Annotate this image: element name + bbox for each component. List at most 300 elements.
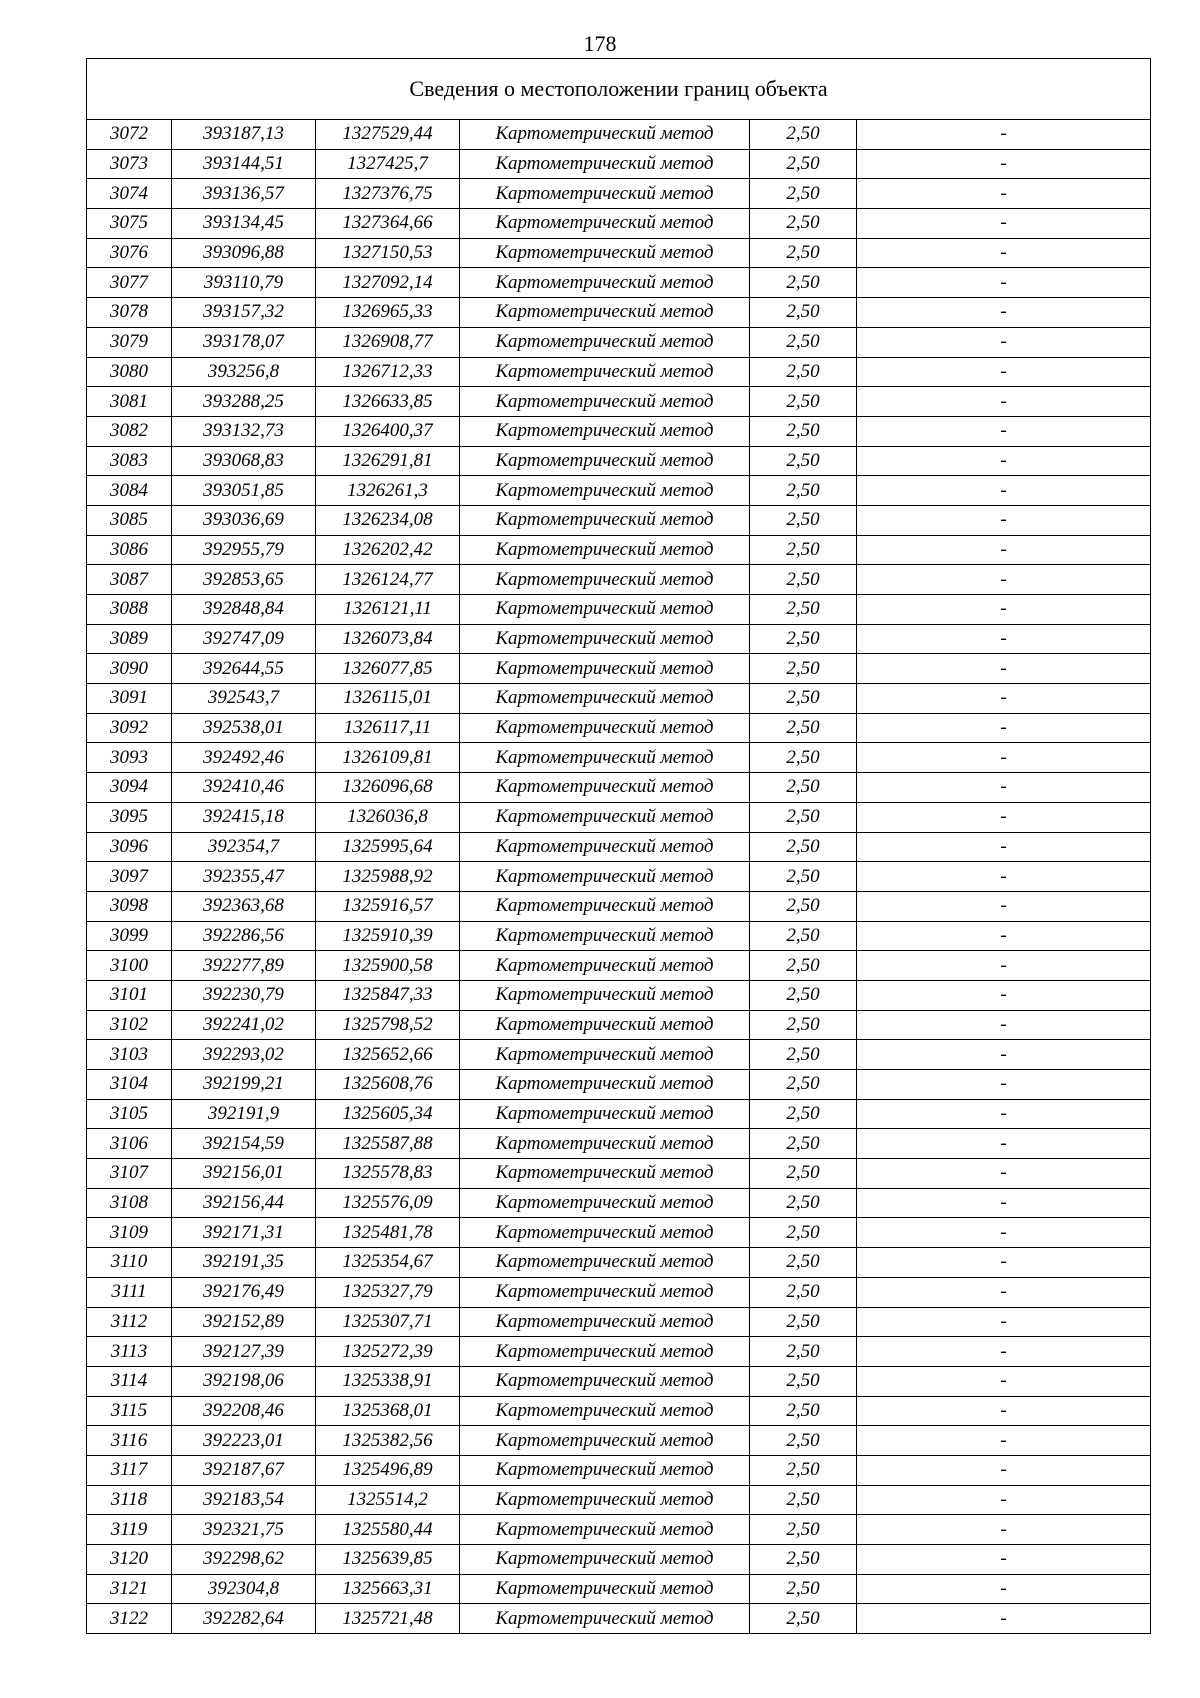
table-row (87, 951, 1151, 981)
point-number-cell: 3077 (87, 268, 172, 298)
y-coordinate-cell: 1325988,92 (316, 862, 460, 892)
table-row (87, 357, 1151, 387)
y-coordinate-cell: 1325576,09 (316, 1188, 460, 1218)
x-coordinate-cell: 392156,01 (172, 1159, 316, 1189)
y-coordinate-cell: 1326261,3 (316, 476, 460, 506)
y-coordinate-cell: 1325578,83 (316, 1159, 460, 1189)
method-cell: Картометрический метод (460, 1396, 750, 1426)
point-number-cell: 3072 (87, 120, 172, 150)
point-number-cell: 3098 (87, 891, 172, 921)
method-cell: Картометрический метод (460, 238, 750, 268)
description-cell: - (857, 1099, 1151, 1129)
accuracy-cell: 2,50 (750, 862, 857, 892)
table-row (87, 1515, 1151, 1545)
method-cell: Картометрический метод (460, 179, 750, 209)
accuracy-cell: 2,50 (750, 1010, 857, 1040)
description-cell: - (857, 1545, 1151, 1575)
method-cell: Картометрический метод (460, 1337, 750, 1367)
table-row (87, 446, 1151, 476)
point-number-cell: 3095 (87, 802, 172, 832)
x-coordinate-cell: 392355,47 (172, 862, 316, 892)
y-coordinate-cell: 1326908,77 (316, 327, 460, 357)
x-coordinate-cell: 392191,35 (172, 1248, 316, 1278)
method-cell: Картометрический метод (460, 684, 750, 714)
point-number-cell: 3073 (87, 149, 172, 179)
description-cell: - (857, 238, 1151, 268)
method-cell: Картометрический метод (460, 505, 750, 535)
y-coordinate-cell: 1325382,56 (316, 1426, 460, 1456)
x-coordinate-cell: 392241,02 (172, 1010, 316, 1040)
description-cell: - (857, 1129, 1151, 1159)
y-coordinate-cell: 1325481,78 (316, 1218, 460, 1248)
point-number-cell: 3111 (87, 1277, 172, 1307)
accuracy-cell: 2,50 (750, 565, 857, 595)
y-coordinate-cell: 1325721,48 (316, 1604, 460, 1634)
description-cell: - (857, 1366, 1151, 1396)
table-row (87, 802, 1151, 832)
accuracy-cell: 2,50 (750, 476, 857, 506)
method-cell: Картометрический метод (460, 327, 750, 357)
description-cell: - (857, 684, 1151, 714)
point-number-cell: 3102 (87, 1010, 172, 1040)
y-coordinate-cell: 1326202,42 (316, 535, 460, 565)
y-coordinate-cell: 1326117,11 (316, 713, 460, 743)
method-cell: Картометрический метод (460, 1545, 750, 1575)
y-coordinate-cell: 1326077,85 (316, 654, 460, 684)
x-coordinate-cell: 392304,8 (172, 1574, 316, 1604)
table-row (87, 535, 1151, 565)
accuracy-cell: 2,50 (750, 654, 857, 684)
y-coordinate-cell: 1326036,8 (316, 802, 460, 832)
accuracy-cell: 2,50 (750, 1040, 857, 1070)
x-coordinate-cell: 392955,79 (172, 535, 316, 565)
x-coordinate-cell: 393178,07 (172, 327, 316, 357)
method-cell: Картометрический метод (460, 832, 750, 862)
x-coordinate-cell: 393110,79 (172, 268, 316, 298)
x-coordinate-cell: 392183,54 (172, 1485, 316, 1515)
point-number-cell: 3115 (87, 1396, 172, 1426)
method-cell: Картометрический метод (460, 1485, 750, 1515)
point-number-cell: 3119 (87, 1515, 172, 1545)
table-title: Сведения о местоположении границ объекта (87, 59, 1151, 120)
table-row (87, 980, 1151, 1010)
table-row (87, 862, 1151, 892)
y-coordinate-cell: 1325514,2 (316, 1485, 460, 1515)
point-number-cell: 3110 (87, 1248, 172, 1278)
x-coordinate-cell: 392853,65 (172, 565, 316, 595)
description-cell: - (857, 802, 1151, 832)
table-row (87, 565, 1151, 595)
description-cell: - (857, 1040, 1151, 1070)
method-cell: Картометрический метод (460, 476, 750, 506)
table-row (87, 1218, 1151, 1248)
description-cell: - (857, 1455, 1151, 1485)
point-number-cell: 3117 (87, 1455, 172, 1485)
x-coordinate-cell: 393157,32 (172, 298, 316, 328)
point-number-cell: 3089 (87, 624, 172, 654)
table-body (87, 59, 1151, 1634)
description-cell: - (857, 1574, 1151, 1604)
accuracy-cell: 2,50 (750, 298, 857, 328)
accuracy-cell: 2,50 (750, 1515, 857, 1545)
description-cell: - (857, 1188, 1151, 1218)
table-row (87, 1545, 1151, 1575)
method-cell: Картометрический метод (460, 1307, 750, 1337)
point-number-cell: 3116 (87, 1426, 172, 1456)
description-cell: - (857, 654, 1151, 684)
description-cell: - (857, 387, 1151, 417)
description-cell: - (857, 357, 1151, 387)
x-coordinate-cell: 393036,69 (172, 505, 316, 535)
y-coordinate-cell: 1327376,75 (316, 179, 460, 209)
table-row (87, 1248, 1151, 1278)
accuracy-cell: 2,50 (750, 1159, 857, 1189)
table-row (87, 1574, 1151, 1604)
y-coordinate-cell: 1325496,89 (316, 1455, 460, 1485)
table-row (87, 595, 1151, 625)
table-row (87, 1455, 1151, 1485)
method-cell: Картометрический метод (460, 535, 750, 565)
table-row (87, 1396, 1151, 1426)
point-number-cell: 3122 (87, 1604, 172, 1634)
accuracy-cell: 2,50 (750, 1070, 857, 1100)
point-number-cell: 3085 (87, 505, 172, 535)
description-cell: - (857, 1396, 1151, 1426)
accuracy-cell: 2,50 (750, 1604, 857, 1634)
table-row (87, 505, 1151, 535)
description-cell: - (857, 1277, 1151, 1307)
table-row (87, 1129, 1151, 1159)
y-coordinate-cell: 1325652,66 (316, 1040, 460, 1070)
point-number-cell: 3076 (87, 238, 172, 268)
description-cell: - (857, 179, 1151, 209)
description-cell: - (857, 298, 1151, 328)
description-cell: - (857, 921, 1151, 951)
table-row (87, 1307, 1151, 1337)
point-number-cell: 3112 (87, 1307, 172, 1337)
y-coordinate-cell: 1326234,08 (316, 505, 460, 535)
y-coordinate-cell: 1325798,52 (316, 1010, 460, 1040)
y-coordinate-cell: 1325900,58 (316, 951, 460, 981)
y-coordinate-cell: 1325580,44 (316, 1515, 460, 1545)
x-coordinate-cell: 392282,64 (172, 1604, 316, 1634)
x-coordinate-cell: 392154,59 (172, 1129, 316, 1159)
point-number-cell: 3114 (87, 1366, 172, 1396)
x-coordinate-cell: 392644,55 (172, 654, 316, 684)
method-cell: Картометрический метод (460, 862, 750, 892)
description-cell: - (857, 773, 1151, 803)
method-cell: Картометрический метод (460, 1218, 750, 1248)
table-row (87, 1604, 1151, 1634)
accuracy-cell: 2,50 (750, 505, 857, 535)
x-coordinate-cell: 392223,01 (172, 1426, 316, 1456)
description-cell: - (857, 446, 1151, 476)
accuracy-cell: 2,50 (750, 179, 857, 209)
x-coordinate-cell: 392321,75 (172, 1515, 316, 1545)
x-coordinate-cell: 392747,09 (172, 624, 316, 654)
y-coordinate-cell: 1325847,33 (316, 980, 460, 1010)
x-coordinate-cell: 392410,46 (172, 773, 316, 803)
y-coordinate-cell: 1325272,39 (316, 1337, 460, 1367)
x-coordinate-cell: 392354,7 (172, 832, 316, 862)
y-coordinate-cell: 1326633,85 (316, 387, 460, 417)
table-row (87, 476, 1151, 506)
description-cell: - (857, 1604, 1151, 1634)
table-row (87, 1040, 1151, 1070)
point-number-cell: 3092 (87, 713, 172, 743)
method-cell: Картометрический метод (460, 1455, 750, 1485)
table-row (87, 149, 1151, 179)
description-cell: - (857, 1426, 1151, 1456)
method-cell: Картометрический метод (460, 268, 750, 298)
y-coordinate-cell: 1326400,37 (316, 416, 460, 446)
point-number-cell: 3084 (87, 476, 172, 506)
y-coordinate-cell: 1325587,88 (316, 1129, 460, 1159)
point-number-cell: 3082 (87, 416, 172, 446)
table-row (87, 921, 1151, 951)
table-row (87, 238, 1151, 268)
method-cell: Картометрический метод (460, 891, 750, 921)
x-coordinate-cell: 392176,49 (172, 1277, 316, 1307)
y-coordinate-cell: 1326291,81 (316, 446, 460, 476)
method-cell: Картометрический метод (460, 713, 750, 743)
y-coordinate-cell: 1325995,64 (316, 832, 460, 862)
y-coordinate-cell: 1326073,84 (316, 624, 460, 654)
description-cell: - (857, 535, 1151, 565)
description-cell: - (857, 1515, 1151, 1545)
y-coordinate-cell: 1326712,33 (316, 357, 460, 387)
x-coordinate-cell: 392277,89 (172, 951, 316, 981)
table-row (87, 1099, 1151, 1129)
accuracy-cell: 2,50 (750, 535, 857, 565)
accuracy-cell: 2,50 (750, 980, 857, 1010)
table-row (87, 1188, 1151, 1218)
description-cell: - (857, 1159, 1151, 1189)
x-coordinate-cell: 393256,8 (172, 357, 316, 387)
x-coordinate-cell: 392208,46 (172, 1396, 316, 1426)
accuracy-cell: 2,50 (750, 802, 857, 832)
x-coordinate-cell: 392171,31 (172, 1218, 316, 1248)
accuracy-cell: 2,50 (750, 327, 857, 357)
accuracy-cell: 2,50 (750, 1218, 857, 1248)
y-coordinate-cell: 1325307,71 (316, 1307, 460, 1337)
x-coordinate-cell: 392286,56 (172, 921, 316, 951)
table-row (87, 832, 1151, 862)
point-number-cell: 3079 (87, 327, 172, 357)
y-coordinate-cell: 1327364,66 (316, 209, 460, 239)
method-cell: Картометрический метод (460, 1574, 750, 1604)
x-coordinate-cell: 392187,67 (172, 1455, 316, 1485)
accuracy-cell: 2,50 (750, 416, 857, 446)
point-number-cell: 3075 (87, 209, 172, 239)
y-coordinate-cell: 1326109,81 (316, 743, 460, 773)
point-number-cell: 3103 (87, 1040, 172, 1070)
accuracy-cell: 2,50 (750, 1129, 857, 1159)
table-row (87, 179, 1151, 209)
method-cell: Картометрический метод (460, 1070, 750, 1100)
y-coordinate-cell: 1325327,79 (316, 1277, 460, 1307)
method-cell: Картометрический метод (460, 149, 750, 179)
description-cell: - (857, 120, 1151, 150)
point-number-cell: 3108 (87, 1188, 172, 1218)
accuracy-cell: 2,50 (750, 891, 857, 921)
table-row (87, 1426, 1151, 1456)
accuracy-cell: 2,50 (750, 773, 857, 803)
y-coordinate-cell: 1326124,77 (316, 565, 460, 595)
method-cell: Картометрический метод (460, 1604, 750, 1634)
method-cell: Картометрический метод (460, 387, 750, 417)
method-cell: Картометрический метод (460, 446, 750, 476)
point-number-cell: 3104 (87, 1070, 172, 1100)
point-number-cell: 3096 (87, 832, 172, 862)
x-coordinate-cell: 392538,01 (172, 713, 316, 743)
x-coordinate-cell: 392156,44 (172, 1188, 316, 1218)
description-cell: - (857, 832, 1151, 862)
method-cell: Картометрический метод (460, 624, 750, 654)
table-row (87, 654, 1151, 684)
description-cell: - (857, 1218, 1151, 1248)
point-number-cell: 3100 (87, 951, 172, 981)
description-cell: - (857, 713, 1151, 743)
description-cell: - (857, 595, 1151, 625)
accuracy-cell: 2,50 (750, 446, 857, 476)
table-row (87, 120, 1151, 150)
method-cell: Картометрический метод (460, 565, 750, 595)
table-title-row (87, 59, 1151, 120)
accuracy-cell: 2,50 (750, 1337, 857, 1367)
table-row (87, 1070, 1151, 1100)
x-coordinate-cell: 393144,51 (172, 149, 316, 179)
point-number-cell: 3101 (87, 980, 172, 1010)
x-coordinate-cell: 392198,06 (172, 1366, 316, 1396)
description-cell: - (857, 743, 1151, 773)
y-coordinate-cell: 1325608,76 (316, 1070, 460, 1100)
table-row (87, 387, 1151, 417)
point-number-cell: 3074 (87, 179, 172, 209)
table-row (87, 1159, 1151, 1189)
y-coordinate-cell: 1325639,85 (316, 1545, 460, 1575)
x-coordinate-cell: 393187,13 (172, 120, 316, 150)
point-number-cell: 3083 (87, 446, 172, 476)
accuracy-cell: 2,50 (750, 951, 857, 981)
accuracy-cell: 2,50 (750, 684, 857, 714)
accuracy-cell: 2,50 (750, 1248, 857, 1278)
x-coordinate-cell: 393132,73 (172, 416, 316, 446)
x-coordinate-cell: 393136,57 (172, 179, 316, 209)
point-number-cell: 3090 (87, 654, 172, 684)
accuracy-cell: 2,50 (750, 1099, 857, 1129)
method-cell: Картометрический метод (460, 1159, 750, 1189)
page-number: 178 (583, 31, 617, 56)
point-number-cell: 3105 (87, 1099, 172, 1129)
y-coordinate-cell: 1325354,67 (316, 1248, 460, 1278)
accuracy-cell: 2,50 (750, 921, 857, 951)
point-number-cell: 3107 (87, 1159, 172, 1189)
x-coordinate-cell: 392848,84 (172, 595, 316, 625)
method-cell: Картометрический метод (460, 1515, 750, 1545)
description-cell: - (857, 951, 1151, 981)
accuracy-cell: 2,50 (750, 1455, 857, 1485)
method-cell: Картометрический метод (460, 1248, 750, 1278)
table-row (87, 773, 1151, 803)
y-coordinate-cell: 1327529,44 (316, 120, 460, 150)
accuracy-cell: 2,50 (750, 1366, 857, 1396)
x-coordinate-cell: 393068,83 (172, 446, 316, 476)
table-row (87, 1485, 1151, 1515)
accuracy-cell: 2,50 (750, 1277, 857, 1307)
table-row (87, 1366, 1151, 1396)
point-number-cell: 3099 (87, 921, 172, 951)
x-coordinate-cell: 393134,45 (172, 209, 316, 239)
point-number-cell: 3078 (87, 298, 172, 328)
accuracy-cell: 2,50 (750, 1307, 857, 1337)
table-row (87, 298, 1151, 328)
point-number-cell: 3081 (87, 387, 172, 417)
accuracy-cell: 2,50 (750, 357, 857, 387)
method-cell: Картометрический метод (460, 1366, 750, 1396)
accuracy-cell: 2,50 (750, 149, 857, 179)
x-coordinate-cell: 393051,85 (172, 476, 316, 506)
description-cell: - (857, 1485, 1151, 1515)
x-coordinate-cell: 392492,46 (172, 743, 316, 773)
x-coordinate-cell: 392293,02 (172, 1040, 316, 1070)
accuracy-cell: 2,50 (750, 832, 857, 862)
description-cell: - (857, 209, 1151, 239)
x-coordinate-cell: 393288,25 (172, 387, 316, 417)
accuracy-cell: 2,50 (750, 1396, 857, 1426)
method-cell: Картометрический метод (460, 951, 750, 981)
table-row (87, 1337, 1151, 1367)
method-cell: Картометрический метод (460, 654, 750, 684)
accuracy-cell: 2,50 (750, 1574, 857, 1604)
description-cell: - (857, 1307, 1151, 1337)
description-cell: - (857, 1337, 1151, 1367)
description-cell: - (857, 268, 1151, 298)
description-cell: - (857, 476, 1151, 506)
x-coordinate-cell: 393096,88 (172, 238, 316, 268)
x-coordinate-cell: 392127,39 (172, 1337, 316, 1367)
method-cell: Картометрический метод (460, 595, 750, 625)
y-coordinate-cell: 1325368,01 (316, 1396, 460, 1426)
accuracy-cell: 2,50 (750, 713, 857, 743)
y-coordinate-cell: 1325916,57 (316, 891, 460, 921)
method-cell: Картометрический метод (460, 980, 750, 1010)
method-cell: Картометрический метод (460, 1129, 750, 1159)
description-cell: - (857, 891, 1151, 921)
accuracy-cell: 2,50 (750, 209, 857, 239)
y-coordinate-cell: 1327150,53 (316, 238, 460, 268)
description-cell: - (857, 416, 1151, 446)
point-number-cell: 3097 (87, 862, 172, 892)
x-coordinate-cell: 392415,18 (172, 802, 316, 832)
y-coordinate-cell: 1327425,7 (316, 149, 460, 179)
y-coordinate-cell: 1326121,11 (316, 595, 460, 625)
accuracy-cell: 2,50 (750, 268, 857, 298)
method-cell: Картометрический метод (460, 773, 750, 803)
table-row (87, 1010, 1151, 1040)
description-cell: - (857, 565, 1151, 595)
point-number-cell: 3086 (87, 535, 172, 565)
method-cell: Картометрический метод (460, 416, 750, 446)
y-coordinate-cell: 1326096,68 (316, 773, 460, 803)
accuracy-cell: 2,50 (750, 743, 857, 773)
accuracy-cell: 2,50 (750, 238, 857, 268)
point-number-cell: 3094 (87, 773, 172, 803)
accuracy-cell: 2,50 (750, 120, 857, 150)
point-number-cell: 3106 (87, 1129, 172, 1159)
point-number-cell: 3118 (87, 1485, 172, 1515)
description-cell: - (857, 862, 1151, 892)
